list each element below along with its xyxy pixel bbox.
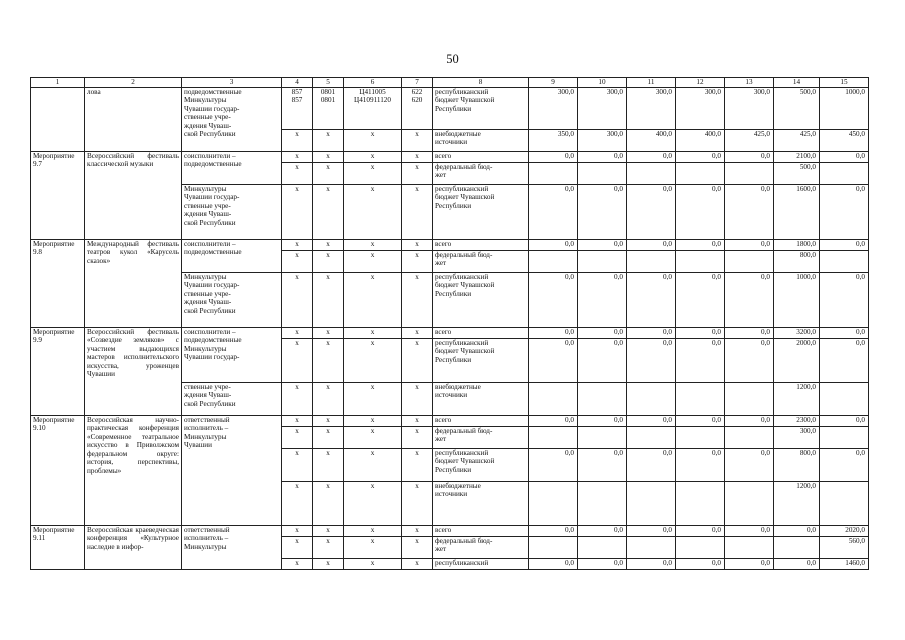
value-cell: 450,0 [820,130,869,152]
value-cell [676,251,725,273]
value-cell [820,383,869,416]
source-cell: республиканский бюджет Чувашской Республики [433,339,529,383]
vr-cell: 622 620 [402,88,433,130]
value-cell: 300,0 [578,130,627,152]
vr-cell: x [402,240,433,251]
title-cell: Всероссийская научно-практическая конференция «Современное театральное искусство в Приволжском федеральном округе: история, перспективы, проблемы» [85,416,182,526]
rzpr-cell: x [313,152,344,163]
value-cell: 425,0 [774,130,820,152]
value-cell: 1000,0 [820,88,869,130]
vr-cell: x [402,251,433,273]
value-cell: 0,0 [725,240,774,251]
table-row [31,240,869,251]
value-cell: 1000,0 [774,273,820,328]
grbs-cell: x [282,240,313,251]
value-cell: 1200,0 [774,383,820,416]
grbs-cell: x [282,559,313,570]
source-cell: всего [433,416,529,427]
grbs-cell: x [282,427,313,449]
measure-cell: Мероприятие 9.9 [31,328,85,416]
performer-cell: ответственный исполнитель – Минкультуры Чувашии [182,416,282,526]
csr-cell: x [344,537,402,559]
source-cell: внебюджетные источники [433,130,529,152]
grbs-cell: x [282,482,313,526]
value-cell: 1800,0 [774,240,820,251]
value-cell: 800,0 [774,449,820,482]
vr-cell: x [402,152,433,163]
value-cell: 0,0 [627,416,676,427]
source-cell: внебюджетные источники [433,482,529,526]
csr-cell: x [344,130,402,152]
performer-cell: ственные учре- ждения Чуваш- ской Республики [182,383,282,416]
csr-cell: x [344,449,402,482]
value-cell [627,251,676,273]
value-cell [725,427,774,449]
value-cell: 0,0 [676,526,725,537]
value-cell [820,251,869,273]
value-cell: 0,0 [529,526,578,537]
value-cell: 0,0 [725,526,774,537]
csr-cell: x [344,240,402,251]
value-cell: 0,0 [578,559,627,570]
value-cell: 0,0 [627,185,676,240]
rzpr-cell: x [313,449,344,482]
performer-cell: соисполнители – подведомственные [182,152,282,185]
grbs-cell: 857 857 [282,88,313,130]
value-cell [820,163,869,185]
value-cell: 400,0 [627,130,676,152]
value-cell: 0,0 [725,328,774,339]
source-cell: республиканский бюджет Чувашской Республики [433,273,529,328]
grbs-cell: x [282,339,313,383]
measure-cell: Мероприятие 9.7 [31,152,85,240]
csr-cell: Ц411005 Ц410911120 [344,88,402,130]
value-cell [676,427,725,449]
source-cell: всего [433,526,529,537]
value-cell [529,537,578,559]
value-cell [725,383,774,416]
table-row [31,526,869,537]
value-cell: 1200,0 [774,482,820,526]
value-cell [529,383,578,416]
grbs-cell: x [282,163,313,185]
value-cell [578,163,627,185]
value-cell: 0,0 [725,559,774,570]
value-cell: 2000,0 [774,339,820,383]
grbs-cell: x [282,537,313,559]
value-cell: 0,0 [578,240,627,251]
column-header: 6 [344,78,402,88]
value-cell [820,482,869,526]
value-cell: 0,0 [820,240,869,251]
value-cell: 500,0 [774,163,820,185]
value-cell: 0,0 [725,273,774,328]
measure-cell: Мероприятие 9.10 [31,416,85,526]
rzpr-cell: x [313,163,344,185]
grbs-cell: x [282,328,313,339]
value-cell: 0,0 [725,185,774,240]
vr-cell: x [402,482,433,526]
value-cell: 0,0 [676,240,725,251]
value-cell: 560,0 [820,537,869,559]
source-cell: всего [433,240,529,251]
value-cell: 0,0 [627,339,676,383]
value-cell: 0,0 [627,449,676,482]
grbs-cell: x [282,416,313,427]
column-header: 11 [627,78,676,88]
value-cell: 0,0 [774,526,820,537]
rzpr-cell: x [313,185,344,240]
rzpr-cell: x [313,251,344,273]
source-cell: внебюджетные источники [433,383,529,416]
value-cell: 0,0 [578,449,627,482]
value-cell: 0,0 [578,185,627,240]
value-cell: 2100,0 [774,152,820,163]
value-cell: 0,0 [676,559,725,570]
value-cell: 400,0 [676,130,725,152]
value-cell: 0,0 [529,152,578,163]
value-cell: 300,0 [676,88,725,130]
source-cell: федеральный бюд- жет [433,251,529,273]
performer-cell: подведомственные Минкультуры Чувашии государ- ственные учре- ждения Чуваш- ской Республики [182,88,282,152]
measure-cell [31,88,85,152]
value-cell: 0,0 [676,185,725,240]
value-cell: 0,0 [578,328,627,339]
rzpr-cell: x [313,416,344,427]
csr-cell: x [344,427,402,449]
value-cell [676,163,725,185]
header-row [31,78,869,88]
csr-cell: x [344,273,402,328]
budget-table [30,77,869,570]
value-cell [676,383,725,416]
table-row [31,88,869,130]
grbs-cell: x [282,383,313,416]
vr-cell: x [402,383,433,416]
value-cell: 0,0 [529,328,578,339]
value-cell [725,251,774,273]
value-cell: 0,0 [627,240,676,251]
value-cell: 300,0 [627,88,676,130]
rzpr-cell: x [313,273,344,328]
vr-cell: x [402,339,433,383]
csr-cell: x [344,185,402,240]
value-cell [627,537,676,559]
value-cell: 0,0 [725,449,774,482]
rzpr-cell: x [313,130,344,152]
value-cell: 300,0 [725,88,774,130]
value-cell [578,482,627,526]
value-cell: 0,0 [529,416,578,427]
measure-cell: Мероприятие 9.8 [31,240,85,328]
value-cell: 2300,0 [774,416,820,427]
source-cell: всего [433,328,529,339]
performer-cell: соисполнители – подведомственные [182,240,282,273]
vr-cell: x [402,130,433,152]
value-cell: 0,0 [578,339,627,383]
column-header: 7 [402,78,433,88]
value-cell: 0,0 [820,416,869,427]
rzpr-cell: x [313,526,344,537]
grbs-cell: x [282,152,313,163]
value-cell [820,427,869,449]
performer-cell: Минкультуры Чувашии государ- ственные учре- ждения Чуваш- ской Республики [182,273,282,328]
rzpr-cell: x [313,240,344,251]
column-header: 9 [529,78,578,88]
value-cell: 0,0 [676,152,725,163]
column-header: 3 [182,78,282,88]
table-row [31,152,869,163]
value-cell: 0,0 [820,328,869,339]
value-cell [578,537,627,559]
value-cell: 0,0 [725,339,774,383]
csr-cell: x [344,482,402,526]
title-cell: Всероссийский фестиваль классической музыки [85,152,182,240]
table-row [31,416,869,427]
vr-cell: x [402,416,433,427]
value-cell: 425,0 [725,130,774,152]
page-number: 50 [446,52,459,66]
rzpr-cell: x [313,339,344,383]
value-cell: 0,0 [820,273,869,328]
value-cell [725,482,774,526]
value-cell [529,427,578,449]
value-cell: 0,0 [627,273,676,328]
value-cell [578,383,627,416]
value-cell: 0,0 [529,240,578,251]
value-cell: 2020,0 [820,526,869,537]
value-cell: 0,0 [820,152,869,163]
value-cell [578,251,627,273]
rzpr-cell: x [313,427,344,449]
csr-cell: x [344,526,402,537]
value-cell: 0,0 [529,449,578,482]
rzpr-cell: 0801 0801 [313,88,344,130]
column-header: 13 [725,78,774,88]
value-cell [676,482,725,526]
value-cell: 0,0 [676,339,725,383]
value-cell: 0,0 [529,273,578,328]
csr-cell: x [344,383,402,416]
value-cell [676,537,725,559]
grbs-cell: x [282,130,313,152]
value-cell: 0,0 [774,559,820,570]
performer-cell: Минкультуры Чувашии государ- ственные учре- ждения Чуваш- ской Республики [182,185,282,240]
value-cell: 0,0 [725,416,774,427]
value-cell: 1600,0 [774,185,820,240]
vr-cell: x [402,273,433,328]
value-cell [627,163,676,185]
source-cell: республиканский [433,559,529,570]
value-cell: 500,0 [774,88,820,130]
value-cell: 0,0 [676,273,725,328]
value-cell: 0,0 [676,449,725,482]
title-cell: Международный фестиваль театров кукол «Карусель сказок» [85,240,182,328]
source-cell: республиканский бюджет Чувашской Республики [433,185,529,240]
performer-cell: ответственный исполнитель – Минкультуры [182,526,282,570]
column-header: 5 [313,78,344,88]
vr-cell: x [402,526,433,537]
grbs-cell: x [282,251,313,273]
rzpr-cell: x [313,328,344,339]
value-cell: 0,0 [627,526,676,537]
value-cell: 350,0 [529,130,578,152]
vr-cell: x [402,328,433,339]
value-cell [529,482,578,526]
source-cell: федеральный бюд- жет [433,163,529,185]
rzpr-cell: x [313,383,344,416]
rzpr-cell: x [313,482,344,526]
grbs-cell: x [282,185,313,240]
value-cell [774,537,820,559]
vr-cell: x [402,559,433,570]
value-cell [627,427,676,449]
value-cell: 0,0 [578,526,627,537]
vr-cell: x [402,537,433,559]
source-cell: республиканский бюджет Чувашской Республики [433,88,529,130]
value-cell: 300,0 [774,427,820,449]
measure-cell: Мероприятие 9.11 [31,526,85,570]
value-cell: 3200,0 [774,328,820,339]
source-cell: республиканский бюджет Чувашской Республики [433,449,529,482]
title-cell: Всероссийская краеведческая конференция «Культурное наследие в инфор- [85,526,182,570]
title-cell: лова [85,88,182,152]
vr-cell: x [402,427,433,449]
column-header: 15 [820,78,869,88]
value-cell: 800,0 [774,251,820,273]
rzpr-cell: x [313,559,344,570]
rzpr-cell: x [313,537,344,559]
value-cell: 0,0 [529,185,578,240]
value-cell [578,427,627,449]
value-cell [627,482,676,526]
vr-cell: x [402,449,433,482]
table-row [31,328,869,339]
value-cell: 0,0 [725,152,774,163]
value-cell [725,163,774,185]
vr-cell: x [402,185,433,240]
csr-cell: x [344,152,402,163]
value-cell [725,537,774,559]
csr-cell: x [344,251,402,273]
value-cell: 0,0 [820,339,869,383]
csr-cell: x [344,328,402,339]
source-cell: федеральный бюд- жет [433,537,529,559]
csr-cell: x [344,559,402,570]
value-cell: 0,0 [676,416,725,427]
value-cell: 0,0 [820,185,869,240]
source-cell: федеральный бюд- жет [433,427,529,449]
column-header: 1 [31,78,85,88]
column-header: 12 [676,78,725,88]
value-cell [529,251,578,273]
value-cell: 0,0 [627,328,676,339]
value-cell: 1460,0 [820,559,869,570]
value-cell: 0,0 [820,449,869,482]
source-cell: всего [433,152,529,163]
value-cell: 0,0 [676,328,725,339]
value-cell: 300,0 [529,88,578,130]
column-header: 10 [578,78,627,88]
value-cell: 0,0 [627,152,676,163]
value-cell: 0,0 [578,416,627,427]
value-cell: 0,0 [529,339,578,383]
value-cell [627,383,676,416]
value-cell: 0,0 [578,152,627,163]
grbs-cell: x [282,526,313,537]
column-header: 14 [774,78,820,88]
value-cell: 0,0 [627,559,676,570]
csr-cell: x [344,339,402,383]
performer-cell: соисполнители – подведомственные Минкультуры Чувашии государ- [182,328,282,383]
value-cell: 300,0 [578,88,627,130]
title-cell: Всероссийский фестиваль «Созвездие земляков» с участием выдающихся мастеров исполнительского искусства, уроженцев Чувашии [85,328,182,416]
column-header: 4 [282,78,313,88]
column-header: 2 [85,78,182,88]
value-cell [529,163,578,185]
value-cell: 0,0 [578,273,627,328]
value-cell: 0,0 [529,559,578,570]
vr-cell: x [402,163,433,185]
csr-cell: x [344,163,402,185]
column-header: 8 [433,78,529,88]
grbs-cell: x [282,449,313,482]
grbs-cell: x [282,273,313,328]
csr-cell: x [344,416,402,427]
